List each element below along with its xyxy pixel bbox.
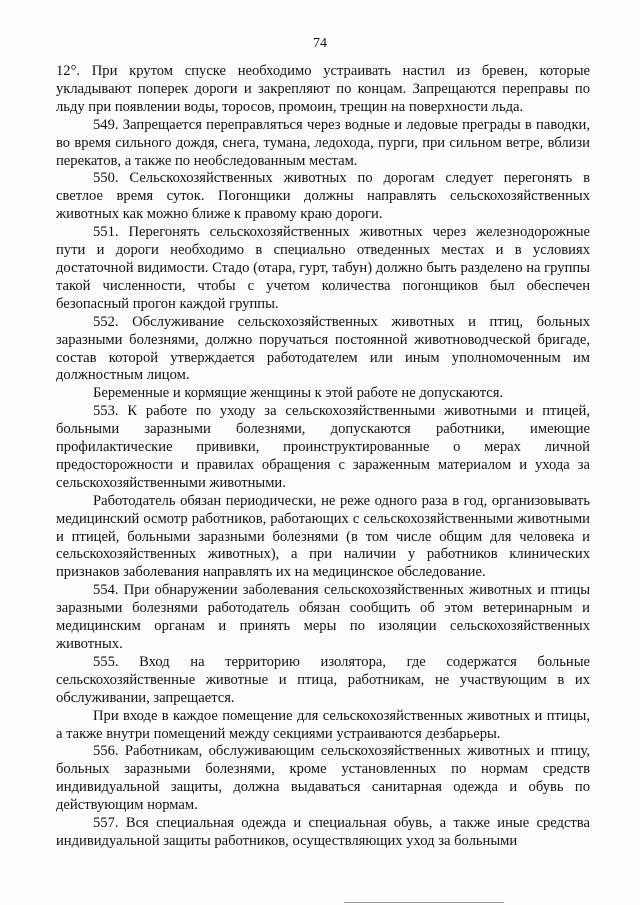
paragraph-556: 556. Работникам, обслуживающим сельскохозяйственных животных и птицу, больных заразными болезнями, кроме установленных по нормам средств индивидуальной защиты, должна выдаваться санитарная одежда и обувь по действующим нормам. xyxy=(56,743,590,814)
paragraph-550: 550. Сельскохозяйственных животных по дорогам следует перегонять в светлое время суток. Погонщики должны направлять сельскохозяйственных животных как можно ближе к правому краю дороги. xyxy=(56,170,590,223)
paragraph-551: 551. Перегонять сельскохозяйственных животных через железнодорожные пути и дороги необходимо в специально отведенных местах и в условиях достаточной видимости. Стадо (отара, гурт, табун) должно быть разделено на группы такой численности, чтобы с учетом количества погонщиков был обеспечен безопасный прогон каждой группы. xyxy=(56,224,590,312)
paragraph-557: 557. Вся специальная одежда и специальная обувь, а также иные средства индивидуальной защиты работников, осуществляющих уход за больными xyxy=(56,815,590,849)
paragraph-555-barriers: При входе в каждое помещение для сельскохозяйственных животных и птицы, а также внутри помещений между секциями устраиваются дезбарьеры. xyxy=(56,707,590,742)
paragraph-555: 555. Вход на территорию изолятора, где содержатся больные сельскохозяйственные животные и птица, работникам, не участвующим в их обслуживании, запрещается. xyxy=(56,653,590,706)
paragraph-549: 549. Запрещается переправляться через водные и ледовые преграды в паводки, во время сильного дождя, снега, тумана, ледохода, пурги, при сильном ветре, вблизи перекатов, а также по необследованным местам. xyxy=(56,116,590,169)
paragraph-553-employer: Работодатель обязан периодически, не реже одного раза в год, организовывать медицинский осмотр работников, работающих с сельскохозяйственными животными и птицей, больными заразными болезнями (в том числе общим для человека и сельскохозяйственных животных), а при наличии у работников клинических признаков заболевания направлять их на медицинское обследование. xyxy=(56,492,590,581)
paragraph-553: 553. К работе по уходу за сельскохозяйственными животными и птицей, больными заразными болезнями, допускаются работники, имеющие профилактические прививки, проинструктированные о мерах личной предосторожности и правилах обращения с зараженным материалом и ухода за сельскохозяйственными животными. xyxy=(56,403,590,491)
paragraph-554: 554. При обнаружении заболевания сельскохозяйственных животных и птицы заразными болезнями работодатель обязан сообщить об этом ветеринарным и медицинским органам и принять меры по изоляции сельскохозяйственных животных. xyxy=(56,582,590,652)
paragraph-552-note: Беременные и кормящие женщины к этой работе не допускаются. xyxy=(93,385,504,402)
bottom-divider xyxy=(344,902,504,903)
paragraph-552: 552. Обслуживание сельскохозяйственных животных и птиц, больных заразными болезнями, должно поручаться постоянной животноводческой бригаде, состав которой утверждается работодателем или иным уполномоченным им должностным лицом. xyxy=(56,313,590,384)
paragraph-548-continuation: 12°. При крутом спуске необходимо устраивать настил из бревен, которые укладывают поперек дороги и закрепляют по концам. Запрещаются переправы по льду при появлении воды, торосов, промоин, трещин на поверхности льда. xyxy=(56,63,590,115)
page-number: 74 xyxy=(313,36,327,51)
document-body xyxy=(56,63,590,851)
